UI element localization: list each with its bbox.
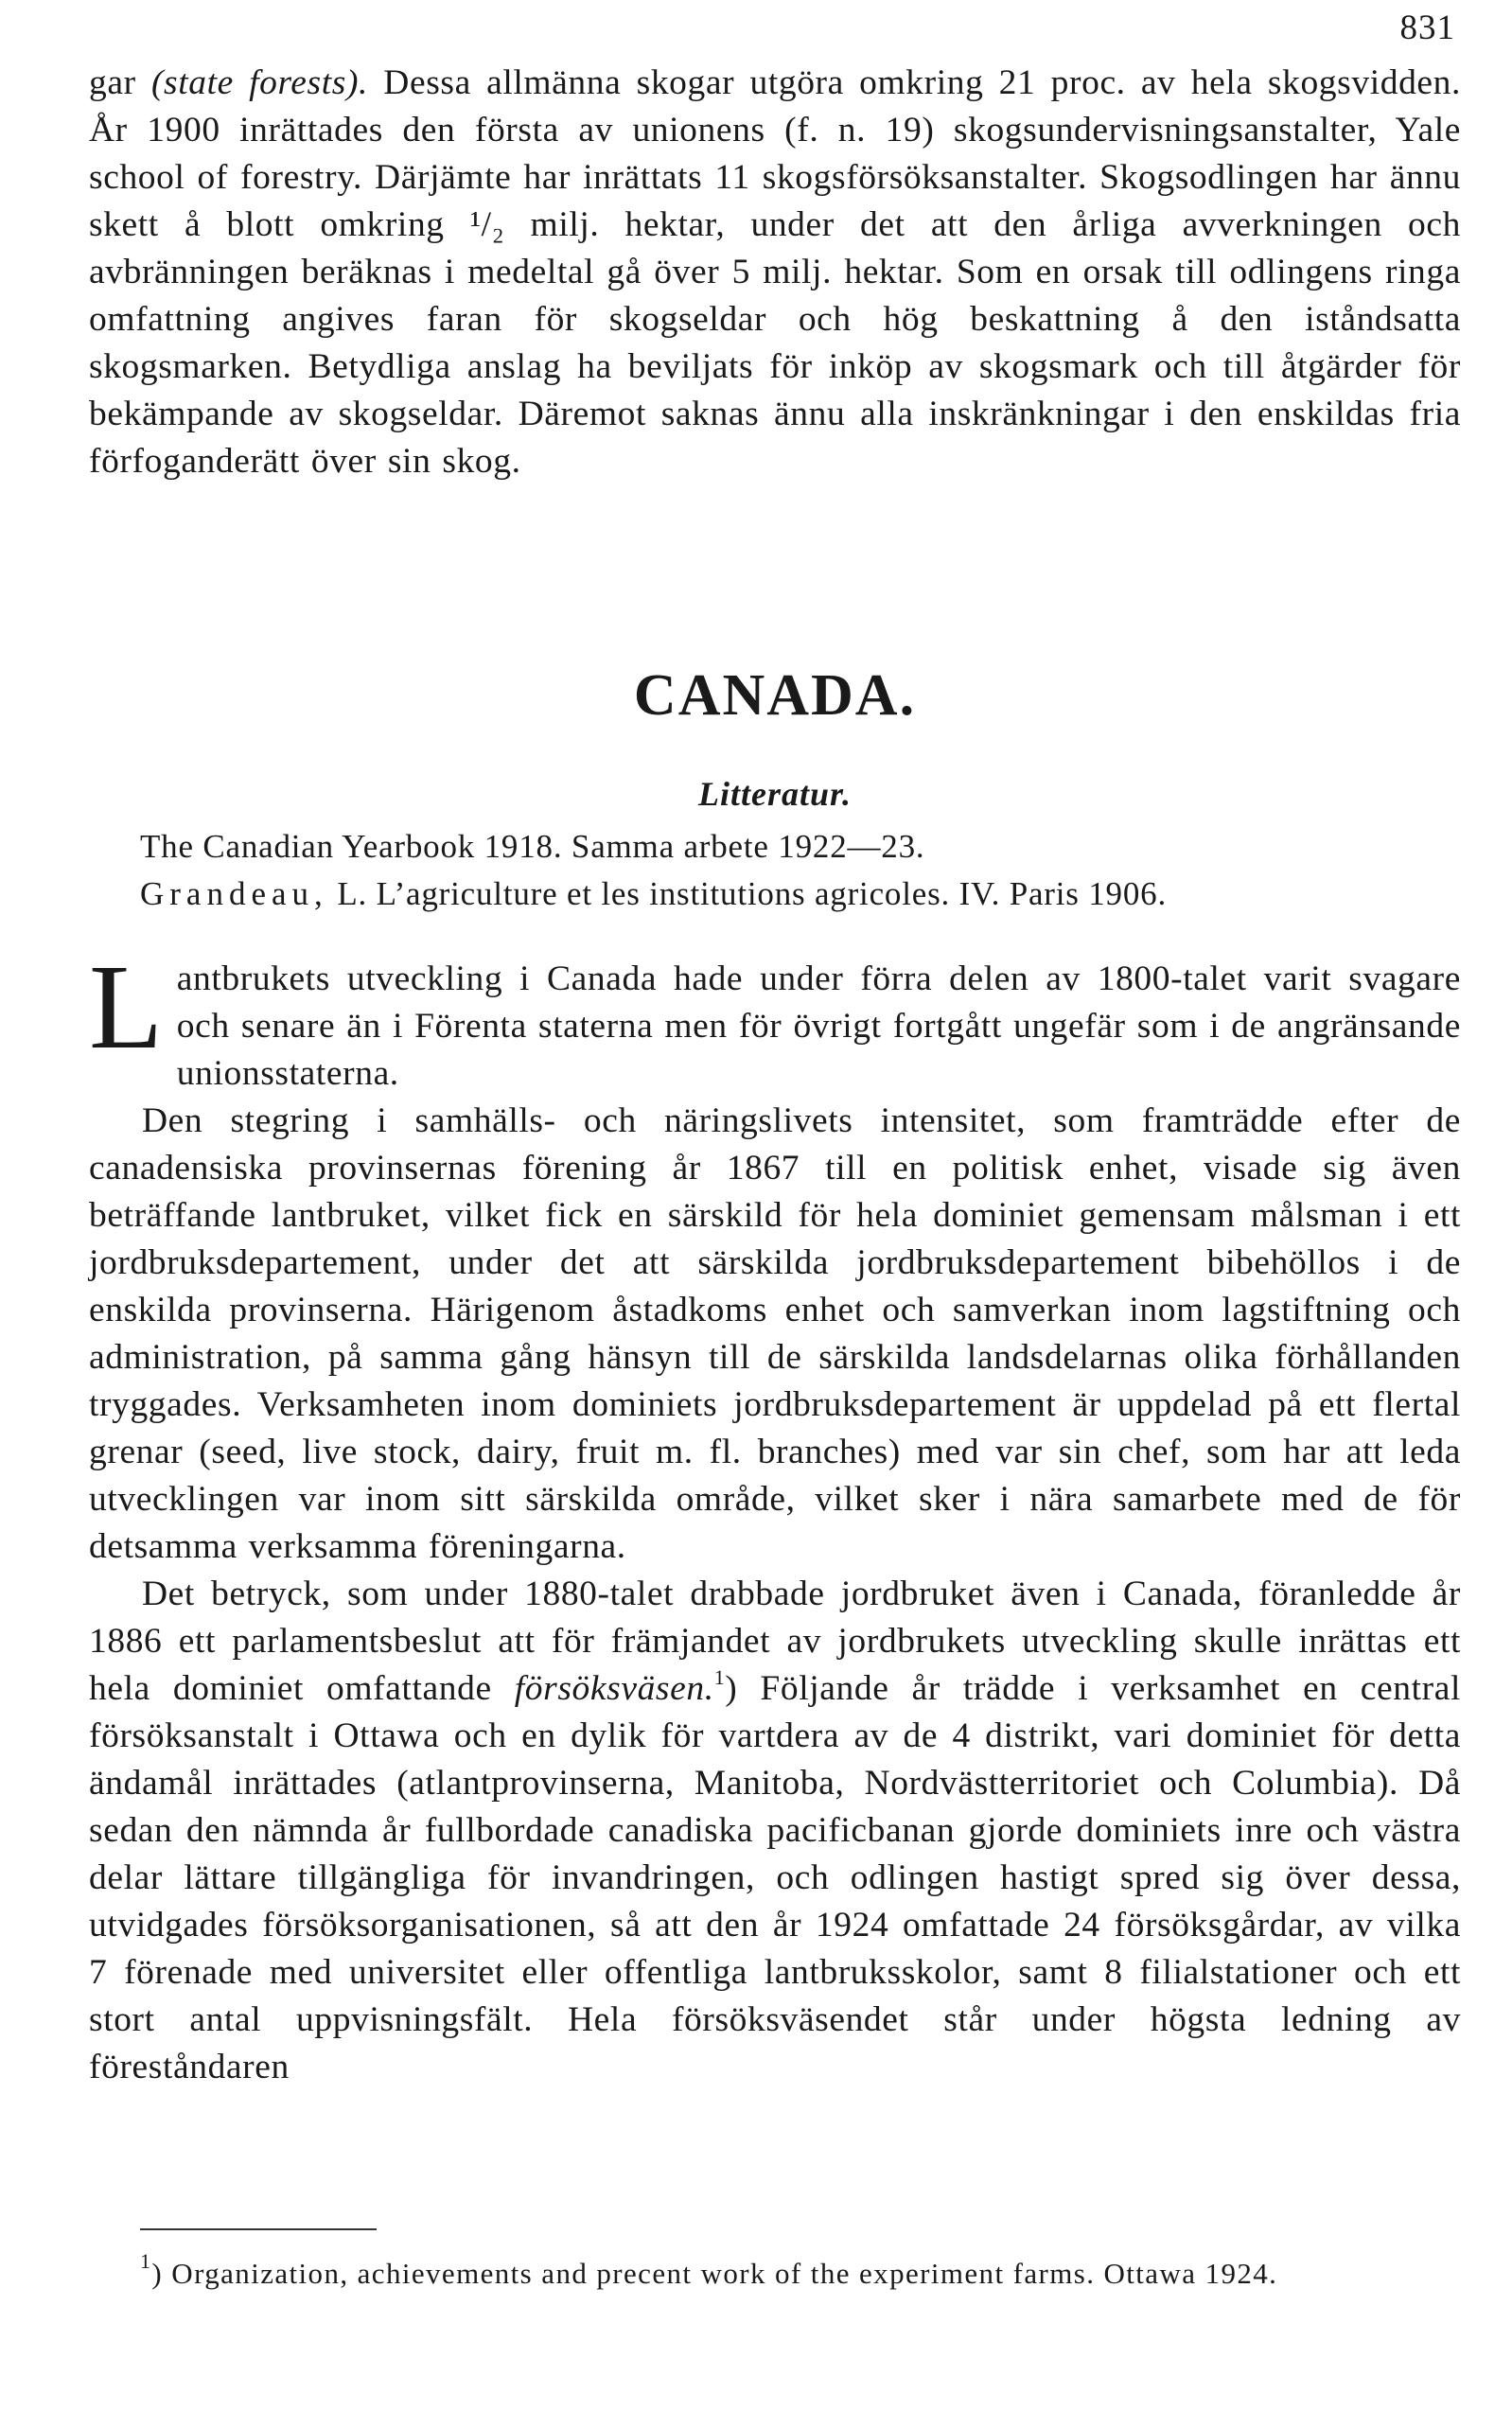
body-text <box>89 940 1462 2091</box>
literature-entry <box>140 823 1465 871</box>
footnote-reference: 1 <box>713 1665 726 1689</box>
continued-paragraph <box>89 60 1461 485</box>
body-paragraph-1 <box>89 940 1461 1098</box>
continued-paragraph-text-3: milj. hektar, under det att den årliga avverkningen och avbränningen beräknas i medeltal gå över 5 milj. hektar. Som en orsak till odlingens ringa omfattning angives faran för skogseldar och hög beskattning å den iståndsatta skogsmarken. Betydliga anslag ha beviljats för inköp av skogsmark och till åtgärder för bekämpande av skogseldar. Däremot saknas ännu alla inskränkningar i den enskildas fria förfoganderätt över sin skog. <box>89 205 1461 481</box>
fraction-half: ¹/₂ <box>469 205 505 244</box>
body-paragraph-3-text-2: ) Följande år trädde i verksamhet en central försöksanstalt i Ottawa och en dylik för vartdera av de 4 distrikt, vari dominiet för detta ändamål inrättades (atlantprovinserna, Manitoba, Nordvästterritoriet och Columbia). Då sedan den nämnda år fullbordade canadiska pacificbanan gjorde dominiets inre och västra delar lättare tillgängliga för invandringen, och odlingen hastigt spred sig över dessa, utvidgades försöksorganisationen, så att den år 1924 omfattade 24 försöksgårdar, av vilka 7 förenade med universitet eller offentliga lantbruksskolor, samt 8 filialstationer och ett stort antal uppvisningsfält. Hela försöksväsendet står under högsta ledning av föreståndaren <box>89 1669 1462 2086</box>
footnote <box>140 2249 1465 2293</box>
body-paragraph-2: Den stegring i samhälls- och näringslivets intensitet, som framträdde efter de canadensiska provinsernas förening år 1867 till en politisk enhet, visade sig även beträffande lantbruket, vilket fick en särskild för hela dominiet gemensam målsman i ett jordbruksdepartement, under det att särskilda jordbruksdepartement bibehöllos i de enskilda provinserna. Härigenom åstadkoms enhet och samverkan inom lagstiftning och administration, på samma gång hänsyn till de särskilda landsdelarnas olika förhållanden tryggades. Verksamheten inom dominiets jordbruksdepartement är uppdelad på ett flertal grenar (seed, live stock, dairy, fruit m. fl. branches) med var sin chef, som har att leda utvecklingen var inom sitt särskilda område, vilket sker i nära samarbete med de för detsamma verksamma föreningarna. <box>89 1101 1461 1566</box>
body-paragraph-1-text: antbrukets utveckling i Canada hade under förra delen av 1800-talet varit svagare och senare än i Förenta staterna men för övrigt fortgått ungefär som i de angränsande unionsstaterna. <box>176 959 1461 1093</box>
page-number: 831 <box>1399 9 1455 47</box>
section-heading: CANADA. <box>633 663 917 728</box>
literature-entry-author: Grandeau, <box>140 875 328 912</box>
literature-heading: Litteratur. <box>697 775 853 813</box>
continued-paragraph-text-2: Dessa allmänna skogar utgöra omkring 21 proc. av hela skogsvidden. År 1900 inrättades den första av unionens (f. n. 19) skogsundervisningsanstalter, Yale school of forestry. Därjämte har inrättats 11 skogsförsöksanstalter. Skogsodlingen har ännu skett å blott omkring <box>89 63 1461 244</box>
drop-cap: L <box>89 940 164 1074</box>
body-paragraph-3-italic: försöksväsen. <box>514 1669 714 1708</box>
continued-paragraph-text-1: gar <box>89 63 151 102</box>
literature-entry-text: L. L’agriculture et les institutions agricoles. IV. Paris 1906. <box>327 875 1168 912</box>
footnote-marker: 1 <box>140 2249 152 2273</box>
body-paragraph-3 <box>89 1571 1461 2091</box>
literature-entry-text: The Canadian Yearbook 1918. Samma arbete 1922—23. <box>140 828 925 865</box>
literature-list <box>140 823 1465 918</box>
footnote-divider <box>140 2228 377 2230</box>
body-paragraph-3-text-1: Det betryck, som under 1880-talet drabbade jordbruket även i Canada, föranledde år 1886 ett parlamentsbeslut att för främjandet av jordbrukets utveckling skulle inrättas ett hela dominiet omfattande <box>89 1575 1461 1708</box>
literature-entry <box>140 871 1465 918</box>
continued-paragraph-italic: (state forests). <box>150 63 369 102</box>
footnote-text: ) Organization, achievements and precent work of the experiment farms. Ottawa 1924. <box>151 2257 1278 2290</box>
